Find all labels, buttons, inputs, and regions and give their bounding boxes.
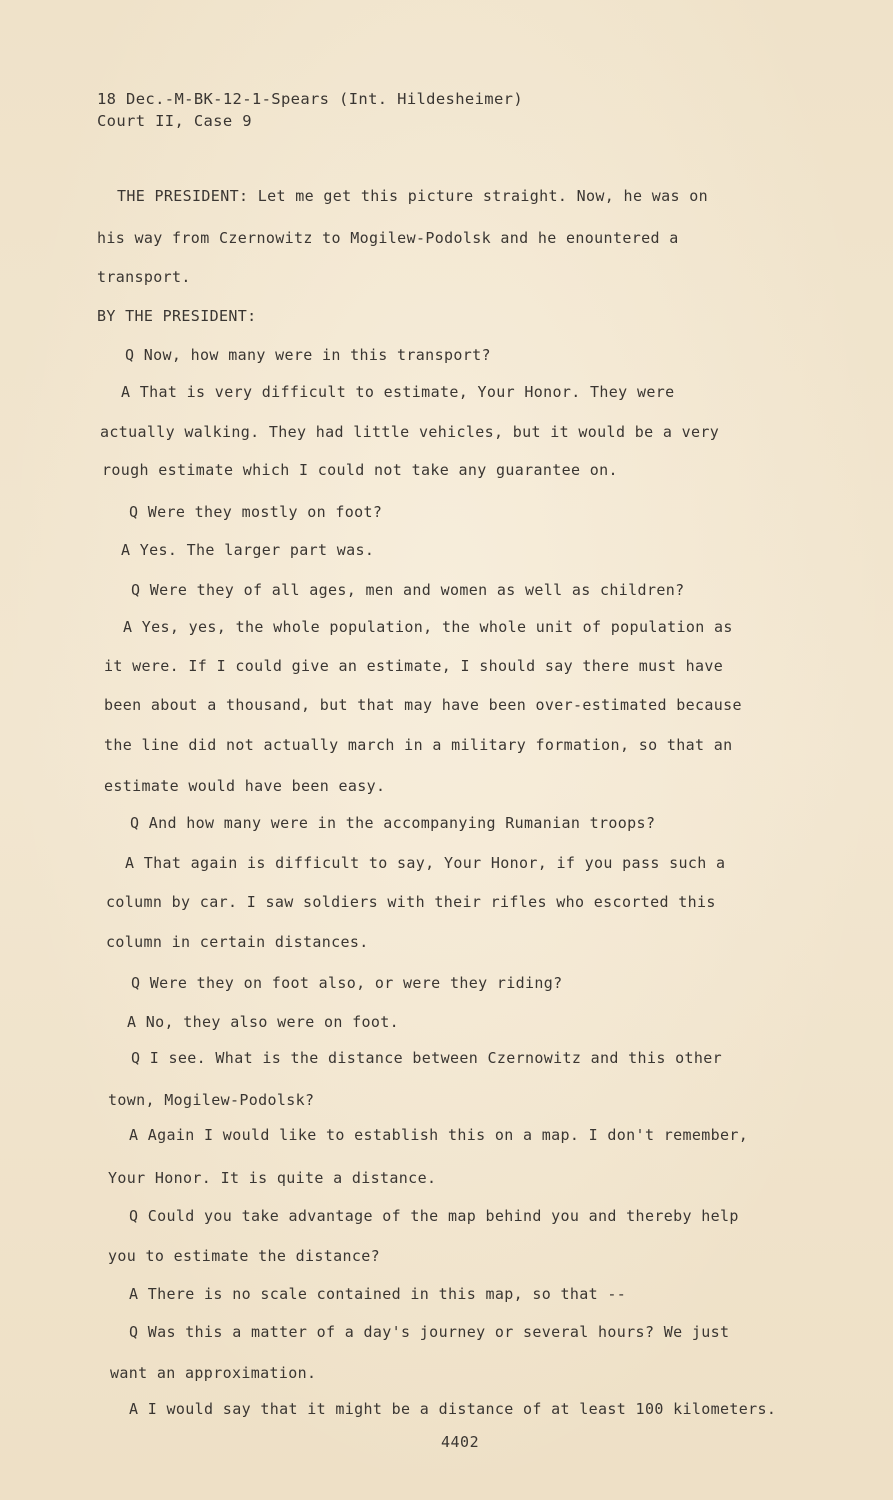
transcript-line: A That is very difficult to estimate, Your Honor. They were <box>121 383 675 401</box>
transcript-line: it were. If I could give an estimate, I should say there must have <box>104 657 724 675</box>
transcript-line: A I would say that it might be a distance of at least 100 kilometers. <box>129 1400 777 1418</box>
transcript-line: Q And how many were in the accompanying Rumanian troops? <box>130 814 656 832</box>
transcript-line: want an approximation. <box>110 1364 317 1382</box>
transcript-line: A Again I would like to establish this on a map. I don't remember, <box>129 1126 749 1144</box>
transcript-line: rough estimate which I could not take any guarantee on. <box>102 461 618 479</box>
transcript-line: Q Could you take advantage of the map behind you and thereby help <box>129 1207 739 1225</box>
page-number: 4402 <box>441 1433 480 1451</box>
transcript-line: Q Were they on foot also, or were they riding? <box>131 974 563 992</box>
transcript-line: A No, they also were on foot. <box>127 1013 400 1031</box>
header-line-1: 18 Dec.-M-BK-12-1-Spears (Int. Hildesheimer) <box>97 90 523 108</box>
transcript-line: THE PRESIDENT: Let me get this picture straight. Now, he was on <box>117 187 708 205</box>
transcript-line: transport. <box>97 268 191 286</box>
transcript-line: actually walking. They had little vehicles, but it would be a very <box>100 423 720 441</box>
transcript-line: you to estimate the distance? <box>108 1247 381 1265</box>
transcript-line: town, Mogilew-Podolsk? <box>108 1091 315 1109</box>
transcript-line: Your Honor. It is quite a distance. <box>108 1169 437 1187</box>
transcript-line: his way from Czernowitz to Mogilew-Podolsk and he enountered a <box>97 229 679 247</box>
transcript-line: column by car. I saw soldiers with their rifles who escorted this <box>106 893 716 911</box>
transcript-line: Q Was this a matter of a day's journey or several hours? We just <box>129 1323 730 1341</box>
transcript-line: Q Now, how many were in this transport? <box>125 346 491 364</box>
transcript-line: been about a thousand, but that may have been over-estimated because <box>104 696 742 714</box>
transcript-line: A That again is difficult to say, Your Honor, if you pass such a <box>125 854 726 872</box>
transcript-line: A There is no scale contained in this map, so that -- <box>129 1285 627 1303</box>
header-line-2: Court II, Case 9 <box>97 112 252 130</box>
transcript-line: estimate would have been easy. <box>104 777 386 795</box>
transcript-line: column in certain distances. <box>106 933 369 951</box>
transcript-line: A Yes, yes, the whole population, the whole unit of population as <box>123 618 733 636</box>
transcript-line: Q I see. What is the distance between Czernowitz and this other <box>131 1049 722 1067</box>
transcript-line: A Yes. The larger part was. <box>121 541 375 559</box>
transcript-line: the line did not actually march in a military formation, so that an <box>104 736 733 754</box>
transcript-line: Q Were they of all ages, men and women as well as children? <box>131 581 685 599</box>
transcript-line: BY THE PRESIDENT: <box>97 307 257 325</box>
transcript-line: Q Were they mostly on foot? <box>129 503 383 521</box>
